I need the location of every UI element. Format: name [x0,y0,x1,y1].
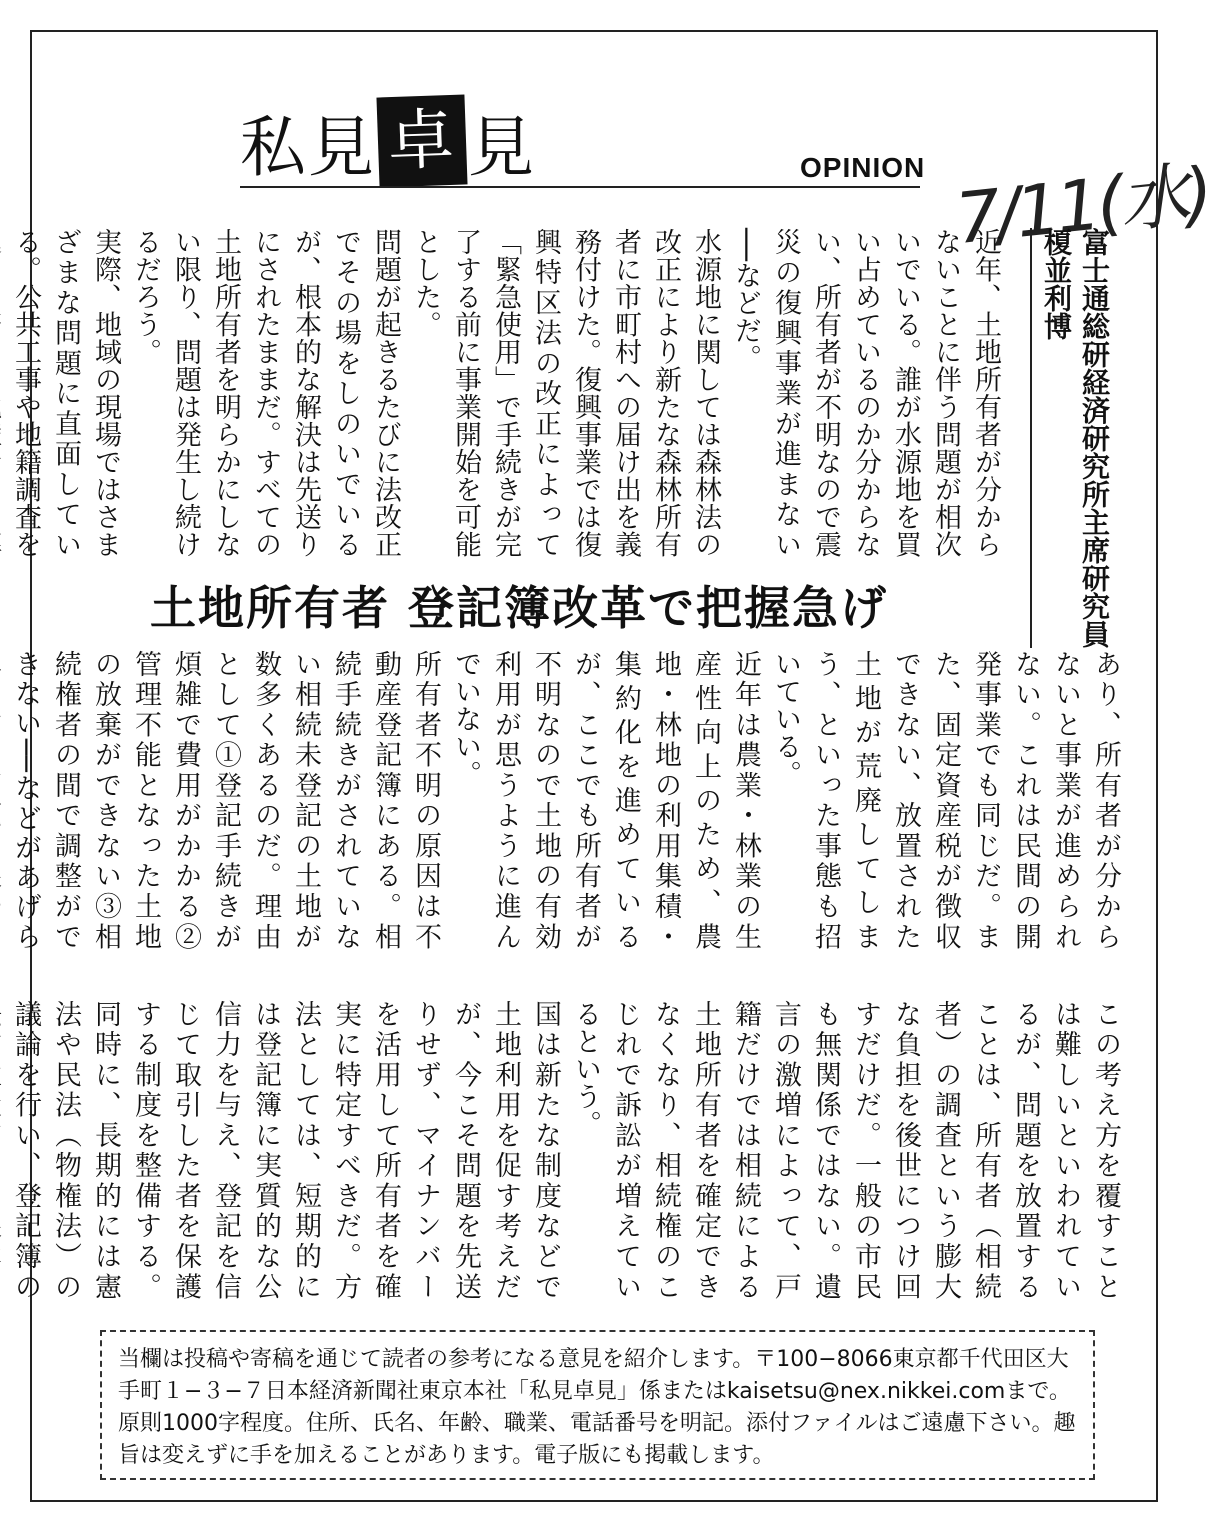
body-column-1: 近年、土地所有者が分からないことに伴う問題が相次いでいる。誰が水源地を買い占めているのか分からない、所有者が不明なので震災の復興事業が進まない──などだ。 水源地に関しては森林法の改正により新たな森林所有者に市町村への届け出を義務付けた。復興事業では復興特区法の改正によって「緊急使用」で手続きが完了する前に事業開始を可能とした。 問題が起きるたびに法改正でその場をしのいでいるが、根本的な解決は先送りにされたままだ。すべての土地所有者を明らかにしない限り、問題は発生し続けるだろう。 実際、地域の現場ではさまざまな問題に直面している。公共工事や地籍調査を [10,228,1001,558]
opinion-label: OPINION [800,152,926,183]
body-column-2: あり、所有者が分からないと事業が進められない。これは民間の開発事業でも同じだ。また、固定資産税が徴収できない、放置された土地が荒廃してしまう、といった事態も招いている。 近年は農業・林業の生産性向上のため、農地・林地の利用集積・集約化を進めているが、ここでも所有者が不明なので土地の有効利用が思うように進んでいない。 所有者不明の原因は不動産登記簿にある。相続手続きがされていない相続未登記の土地が数多くあるのだ。理由として①登記手続きが煩雑で費用がかかる②管理不能となった土地の放棄ができない③相続権者の間で調整ができない──などがあげら [10,650,1121,950]
byline-affiliation: 富士通総研経済研究所主席研究員 [1078,228,1111,648]
article-headline: 土地所有者 登記簿改革で把握急げ [150,581,889,635]
column-title-part1: 私見 [240,108,376,186]
submission-notice: 当欄は投稿や寄稿を通じて読者の参考になる意見を紹介します。〒100−8066東京都千代田区大手町１−３−７日本経済新聞社東京本社「私見卓見」係またはkaisetsu@nex.nikkei.comまで。原則1000字程度。住所、氏名、年齢、職業、電話番号を明記。添付ファイルはご遠慮下さい。趣旨は変えずに手を加えることがあります。電子版にも掲載します。 [100,1330,1095,1480]
body-column-3: この考え方を覆すことは難しいといわれているが、問題を放置することは、所有者（相続者）の調査という膨大な負担を後世につけ回すだけだ。一般の市民も無関係ではない。遺言の激増によって、戸籍だけでは相続による土地所有者を確定できなくなり、相続権のこじれで訴訟が増えているという。 国は新たな制度などで土地利用を促す考えだが、今こそ問題を先送りせず、マイナンバーを活用して所有者を確実に特定すべきだ。方法としては、短期的には登記簿に実質的な公信力を与え、登記を信じて取引した者を保護する制度を整備する。同時に、長期的には憲法や民法（物権法）の議論を行い、登記簿の [10,1000,1121,1300]
column-title-highlight: 卓 [376,94,467,187]
byline [1030,228,1110,648]
column-title-part2: 見 [468,108,536,186]
column-title [240,96,536,186]
header-rule [240,186,920,188]
byline-author: 榎並利博 [1040,228,1073,340]
handwritten-date: 7/11(水) [951,151,1213,261]
